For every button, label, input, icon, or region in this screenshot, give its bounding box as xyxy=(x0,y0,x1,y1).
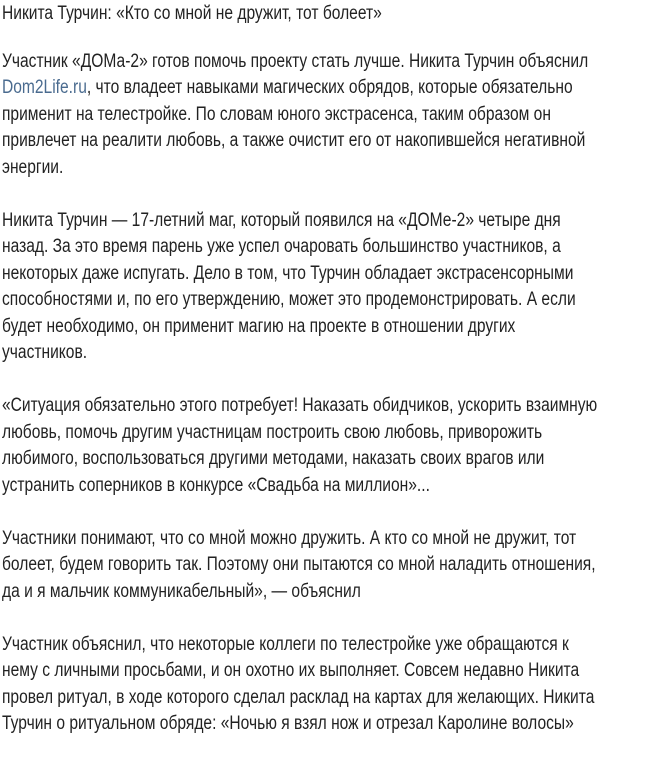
paragraph-2 xyxy=(2,208,670,367)
paragraph-line: болеет, будем говорить так. Поэтому они пытаются со мной наладить отношения, xyxy=(2,554,596,575)
paragraph-line: да и я мальчик коммуникабельный», — объяснил xyxy=(2,580,361,602)
paragraph-line: Турчин о ритуальном обряде: «Ночью я взял нож и отрезал Каролине волосы» xyxy=(2,713,574,734)
paragraph-1 xyxy=(2,49,670,182)
paragraph-line: будет необходимо, он применит магию на проекте в отношении других xyxy=(2,315,516,337)
paragraph-line: провел ритуал, в ходе которого сделал расклад на картах для желающих. Никита xyxy=(2,686,595,708)
paragraph-line: любимого, воспользоваться другими методами, наказать своих врагов или xyxy=(2,448,545,469)
paragraph-line: способностями и, по его утверждению, может это продемонстрировать. А если xyxy=(2,289,576,310)
article-title-text: Никита Турчин: «Кто со мной не дружит, тот болеет» xyxy=(2,3,382,24)
article xyxy=(2,0,670,764)
paragraph-line: Участник объяснил, что некоторые коллеги по телестройке уже обращаются к xyxy=(2,633,569,655)
paragraph-line: Участник «ДОМа-2» готов помочь проекту стать лучше. Никита Турчин объяснил xyxy=(2,50,589,72)
paragraph-4-quote xyxy=(2,526,670,606)
paragraph-line: некоторых даже испугать. Дело в том, что Турчин обладает экстрасенсорными xyxy=(2,262,574,284)
paragraph-line: любовь, помочь другим участницам построить свою любовь, приворожить xyxy=(2,421,543,443)
paragraph-line: применит на телестройке. По словам юного экстрасенса, таким образом он xyxy=(2,103,551,125)
paragraph-line-rest: , что владеет навыками магических обрядов, которые обязательно xyxy=(86,77,573,98)
paragraph-line: привлечет на реалити любовь, а также очистит его от накопившейся негативной xyxy=(2,130,586,151)
paragraph-line: энергии. xyxy=(2,156,64,178)
dom2life-link[interactable]: Dom2Life.ru xyxy=(2,77,87,98)
paragraph-3-quote xyxy=(2,393,670,499)
paragraph-line: устранить соперников в конкурсе «Свадьба на миллион»... xyxy=(2,474,430,496)
article-title xyxy=(2,0,670,28)
paragraph-line-with-link xyxy=(2,75,670,102)
paragraph-5 xyxy=(2,632,670,738)
paragraph-line: «Ситуация обязательно этого потребует! Наказать обидчиков, ускорить взаимную xyxy=(2,395,598,416)
paragraph-line: участников. xyxy=(2,342,88,363)
paragraph-line: нему с личными просьбами, и он охотно их выполняет. Совсем недавно Никита xyxy=(2,660,580,681)
paragraph-line: назад. За это время парень уже успел очаровать большинство участников, а xyxy=(2,236,561,257)
paragraph-line: Участники понимают, что со мной можно дружить. А кто со мной не дружит, тот xyxy=(2,527,577,549)
paragraph-line: Никита Турчин — 17-летний маг, который появился на «ДОМе-2» четыре дня xyxy=(2,209,561,231)
